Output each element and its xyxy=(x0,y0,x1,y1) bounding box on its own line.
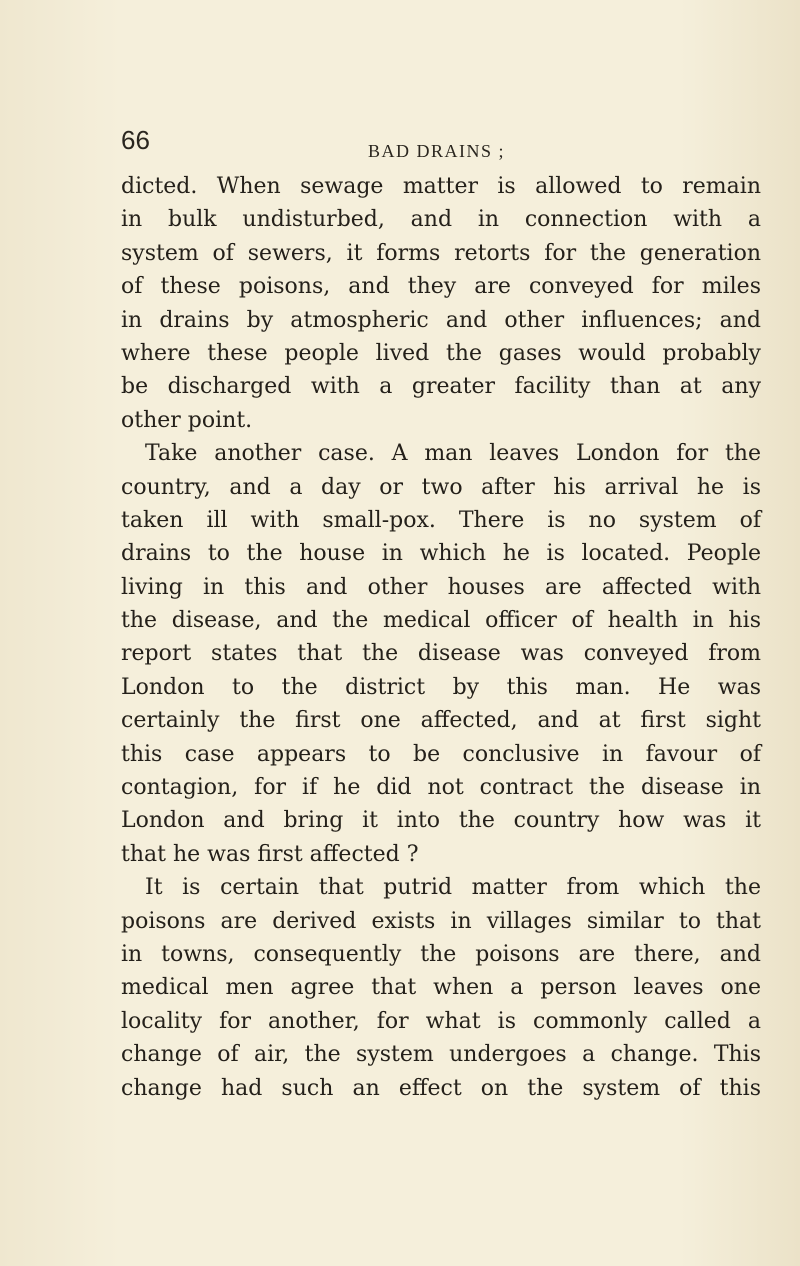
text-line: taken ill with small-pox. There is no system of xyxy=(121,507,761,533)
text-line: locality for another, for what is commonly called a xyxy=(121,1008,761,1034)
page-number: 66 xyxy=(121,125,150,155)
text-line: where these people lived the gases would probably xyxy=(121,340,761,366)
text-line: this case appears to be conclusive in favour of xyxy=(121,741,761,767)
paragraph xyxy=(121,871,761,1105)
text-line: change had such an effect on the system of this xyxy=(121,1075,761,1101)
text-line: London and bring it into the country how was it xyxy=(121,808,761,834)
paragraph xyxy=(121,170,761,437)
text-line: change of air, the system undergoes a change. This xyxy=(121,1042,761,1068)
text-line: be discharged with a greater facility than at any xyxy=(121,374,761,400)
text-line: medical men agree that when a person leaves one xyxy=(121,975,761,1001)
text-line: certainly the first one affected, and at first sight xyxy=(121,708,761,734)
paragraph xyxy=(121,437,761,871)
text-line: report states that the disease was conveyed from xyxy=(121,641,761,667)
text-line: London to the district by this man. He was xyxy=(121,674,761,700)
text-line: system of sewers, it forms retorts for the generation xyxy=(121,240,761,266)
text-line: the disease, and the medical officer of health in his xyxy=(121,608,761,634)
text-line: drains to the house in which he is located. People xyxy=(121,541,761,567)
text-line: of these poisons, and they are conveyed for miles xyxy=(121,274,761,300)
text-line: contagion, for if he did not contract the disease in xyxy=(121,775,761,801)
text-line: poisons are derived exists in villages similar to that xyxy=(121,908,761,934)
text-line: other point. xyxy=(121,407,253,433)
text-line: living in this and other houses are affected with xyxy=(121,574,761,600)
running-head: BAD DRAINS ; xyxy=(368,141,506,161)
text-line: dicted. When sewage matter is allowed to remain xyxy=(121,174,761,199)
text-line: in drains by atmospheric and other influences; and xyxy=(121,307,761,333)
text-line: country, and a day or two after his arrival he is xyxy=(121,474,761,500)
body-text xyxy=(121,170,761,1105)
text-line: It is certain that putrid matter from which the xyxy=(145,875,761,901)
text-line: that he was first affected ? xyxy=(121,841,419,867)
text-line: in bulk undisturbed, and in connection with a xyxy=(121,207,761,233)
text-line: Take another case. A man leaves London for the xyxy=(145,441,761,467)
text-line: in towns, consequently the poisons are there, and xyxy=(121,941,761,967)
